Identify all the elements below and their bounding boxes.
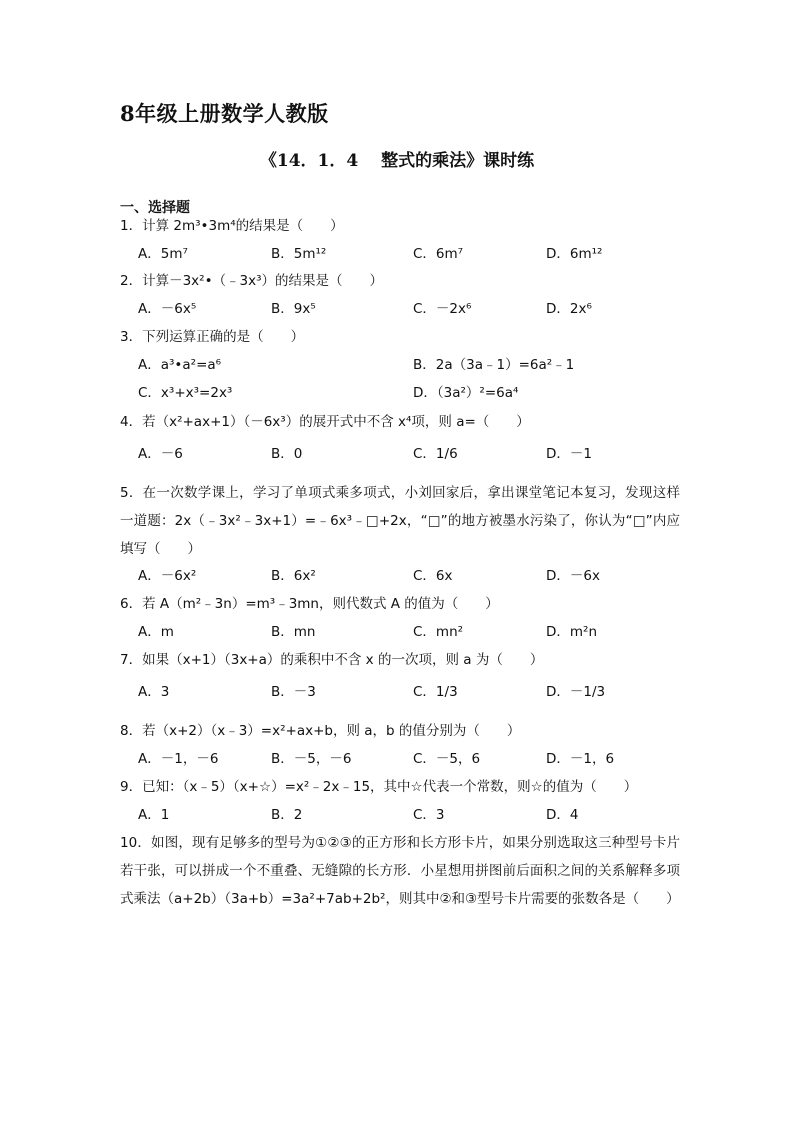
question-3-option-c: C．x³+x³=2x³ [138,385,233,401]
question-8-option-a: A．－1，－6 [138,751,219,767]
question-5-option-b: B．6x² [271,568,316,584]
question-2-options [138,296,698,322]
question-5-stem: 5．在一次数学课上，学习了单项式乘多项式，小刘回家后，拿出课堂笔记本复习，发现这样一道题：2x（﹣3x²﹣3x+1）=﹣6x³﹣□+2x，“□”的地方被墨水污染了，你认为“□”内应填写（ ） [120,485,680,557]
question-7-option-d: D．－1/3 [546,684,606,700]
question-9-option-a: A．1 [138,807,170,823]
question-5-option-c: C．6x [413,568,453,584]
question-9-option-c: C．3 [413,807,445,823]
question-8-option-d: D．－1，6 [546,751,615,767]
question-1-option-a: A．5m⁷ [138,246,188,262]
question-7-option-a: A．3 [138,684,170,700]
question-1-option-c: C．6m⁷ [413,246,464,262]
question-6-option-b: B．mn [271,624,316,640]
question-7-stem: 7．如果（x+1）（3x+a）的乘积中不含 x 的一次项，则 a 为（ ） [120,652,544,668]
question-5-option-d: D．－6x [546,568,600,584]
question-1-options [138,241,698,267]
question-3-options-row2 [138,380,698,406]
question-7-option-b: B．－3 [271,684,316,700]
question-2-option-b: B．9x⁵ [271,301,316,317]
question-9-option-b: B．2 [271,807,303,823]
question-6-option-a: A．m [138,624,174,640]
question-9-options [138,802,698,828]
question-1-option-b: B．5m¹² [271,246,327,262]
question-1-option-d: D．6m¹² [546,246,603,262]
document-subtitle: 《14．1．4 整式的乘法》课时练 [259,151,535,171]
question-8-option-c: C．－5，6 [413,751,481,767]
question-1-stem: 1．计算 2m³•3m⁴的结果是（ ） [120,218,344,234]
question-8-options [138,746,698,772]
question-4-stem: 4．若（x²+ax+1）（－6x³）的展开式中不含 x⁴项，则 a=（ ） [120,414,530,430]
question-10-stem: 10．如图，现有足够多的型号为①②③的正方形和长方形卡片，如果分别选取这三种型号卡片若干张，可以拼成一个不重叠、无缝隙的长方形．小星想用拼图前后面积之间的关系解释多项式乘法（a+2b）（3a+b）=3a²+7ab+2b²，则其中②和③型号卡片需要的张数各是（ ） [120,835,680,907]
question-6-option-d: D．m²n [546,624,598,640]
question-6-stem: 6．若 A（m²﹣3n）=m³﹣3mn，则代数式 A 的值为（ ） [120,596,499,612]
question-9-stem: 9．已知：（x﹣5）（x+☆）=x²﹣2x﹣15，其中☆代表一个常数，则☆的值为（ ） [120,779,638,795]
document-title: 8年级上册数学人教版 [120,101,329,126]
question-8-option-b: B．－5，－6 [271,751,352,767]
question-6-options [138,619,698,645]
question-3-option-b: B．2a（3a﹣1）=6a²﹣1 [413,357,575,373]
question-6-option-c: C．mn² [413,624,464,640]
section-heading: 一、选择题 [120,200,190,216]
question-2-option-c: C．－2x⁶ [413,301,472,317]
question-3-option-d: D．（3a²）²=6a⁴ [413,385,519,401]
question-9-option-d: D．4 [546,807,579,823]
question-4-option-d: D．－1 [546,446,592,462]
question-2-option-d: D．2x⁶ [546,301,592,317]
question-7-options [138,679,698,705]
question-7-option-c: C．1/3 [413,684,458,700]
question-5-options [138,563,698,589]
question-8-stem: 8．若（x+2）（x﹣3）=x²+ax+b，则 a，b 的值分别为（ ） [120,723,521,739]
question-5-option-a: A．－6x² [138,568,197,584]
question-2-stem: 2．计算－3x²•（﹣3x³）的结果是（ ） [120,273,384,289]
question-3-options-row1 [138,352,698,378]
question-4-option-b: B．0 [271,446,303,462]
question-4-options [138,441,698,467]
question-4-option-a: A．－6 [138,446,183,462]
question-2-option-a: A．－6x⁵ [138,301,197,317]
question-4-option-c: C．1/6 [413,446,458,462]
question-3-stem: 3．下列运算正确的是（ ） [120,329,305,345]
question-3-option-a: A．a³•a²=a⁶ [138,357,222,373]
